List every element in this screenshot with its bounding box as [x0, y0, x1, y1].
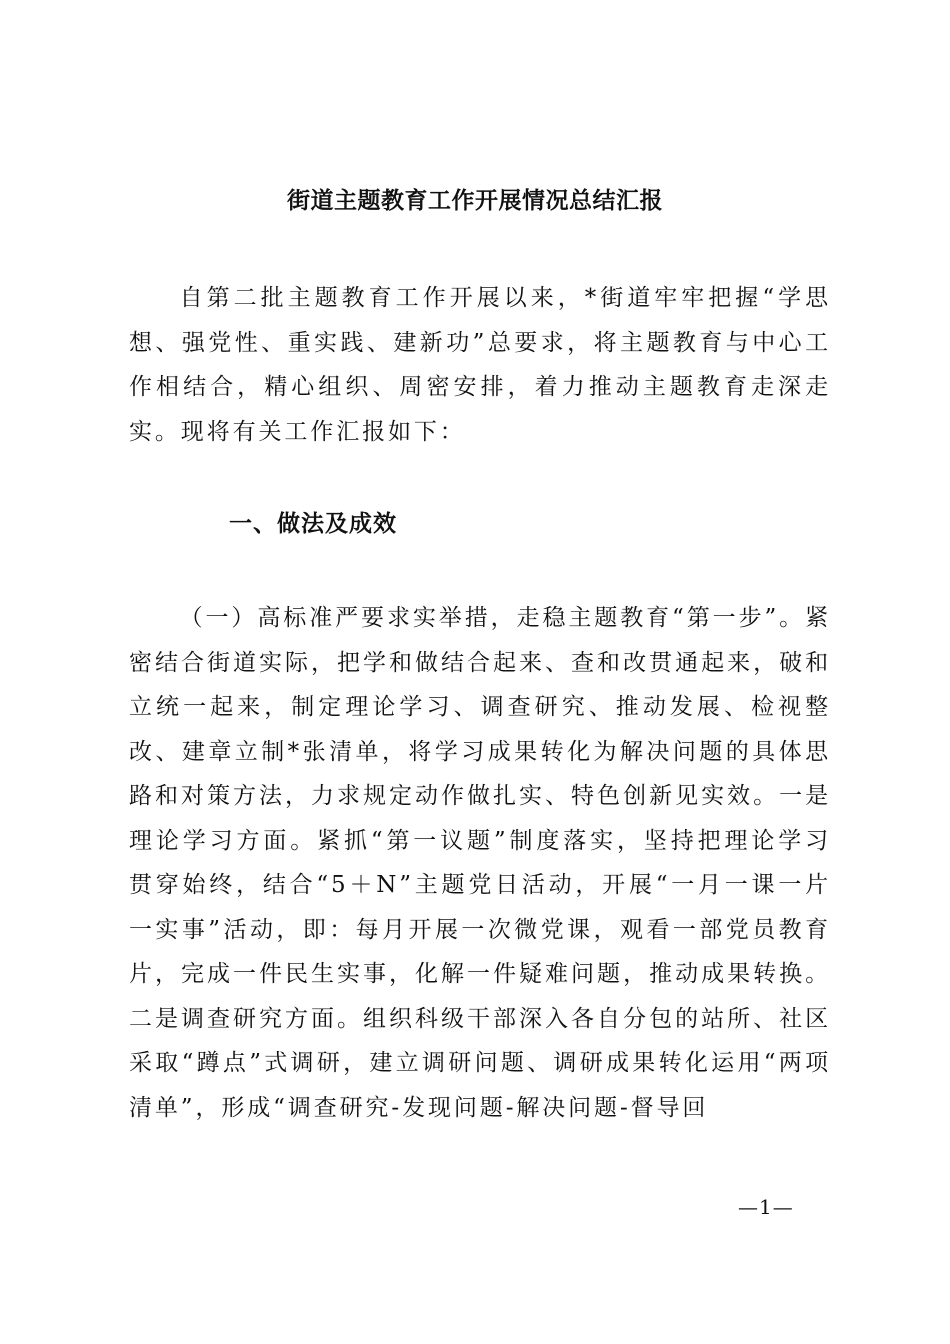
document-title: 街道主题教育工作开展情况总结汇报 [287, 188, 663, 214]
section-heading: 一、做法及成效 [229, 511, 397, 537]
section-body-paragraph: （一）高标准严要求实举措，走稳主题教育“第一步”。紧密结合街道实际，把学和做结合起来、查和改贯通起来，破和立统一起来，制定理论学习、调查研究、推动发展、检视整改、建章立制*张清单，将学习成果转化为解决问题的具体思路和对策方法，力求规定动作做扎实、特色创新见实效。一是理论学习方面。紧抓“第一议题”制度落实，坚持把理论学习贯穿始终，结合“5＋N”主题党日活动，开展“一月一课一片一实事”活动，即：每月开展一次微党课，观看一部党员教育片，完成一件民生实事，化解一件疑难问题，推动成果转换。二是调查研究方面。组织科级干部深入各自分包的站所、社区采取“蹲点”式调研，建立调研问题、调研成果转化运用“两项清单”，形成“调查研究-发现问题-解决问题-督导回 [129, 605, 831, 1121]
page-number: —1— [738, 1195, 794, 1219]
intro-paragraph: 自第二批主题教育工作开展以来，*街道牢牢把握“学思想、强党性、重实践、建新功”总要求，将主题教育与中心工作相结合，精心组织、周密安排，着力推动主题教育走深走实。现将有关工作汇报如下： [129, 285, 831, 445]
